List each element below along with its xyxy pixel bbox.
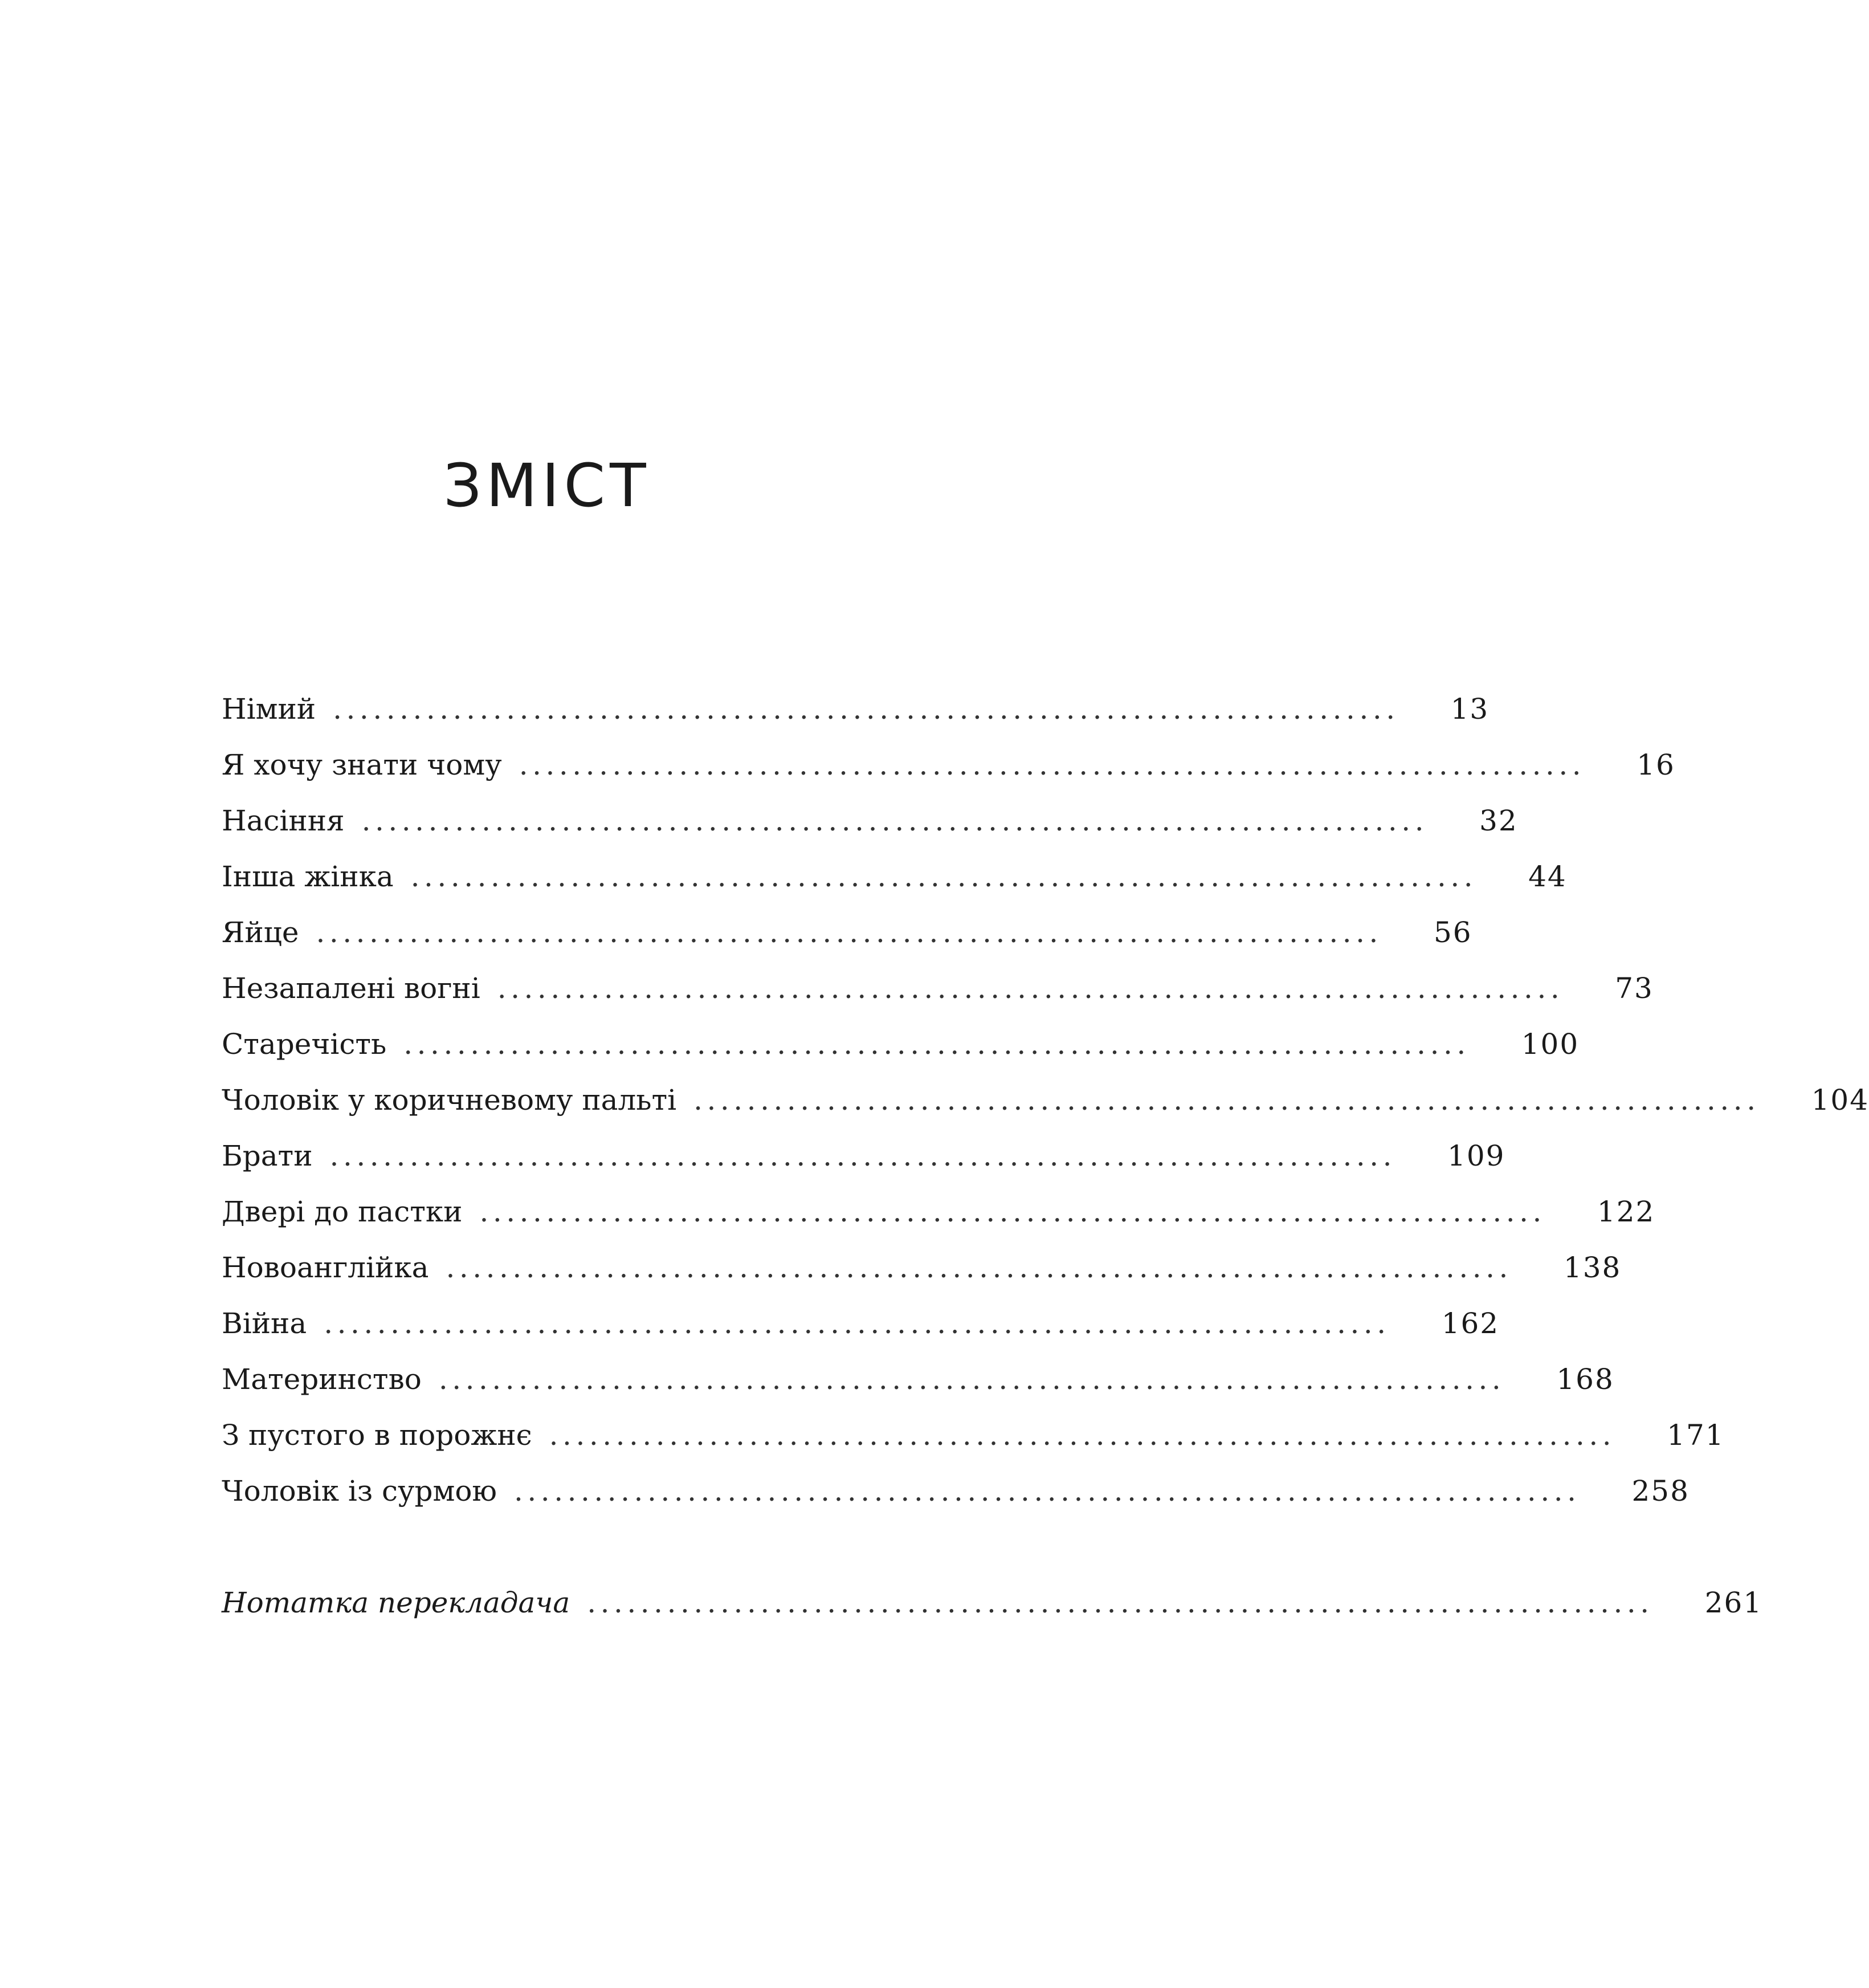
toc-entry[interactable]	[222, 905, 1472, 960]
toc-entry-title: Материнство	[222, 1363, 422, 1396]
toc-entry-title: Німий	[222, 692, 316, 726]
toc-entry[interactable]	[222, 1072, 1869, 1128]
toc-entry-title: Новоанглійка	[222, 1251, 429, 1284]
toc-entry-page: 44	[1528, 860, 1567, 893]
dot-leader: ................................................................................	[479, 1195, 1546, 1228]
toc-entry[interactable]	[222, 849, 1567, 905]
toc-entry[interactable]	[222, 737, 1675, 793]
toc-entry-translator-note[interactable]	[222, 1575, 1763, 1631]
toc-entry-page: 122	[1597, 1195, 1655, 1228]
toc-entry[interactable]	[222, 1240, 1622, 1296]
table-of-contents	[222, 681, 1869, 1631]
toc-entry[interactable]	[222, 1016, 1580, 1072]
toc-entry-title: Насіння	[222, 804, 345, 837]
toc-entry-page: 258	[1631, 1474, 1690, 1508]
page-title: ЗМІСТ	[443, 450, 651, 520]
toc-entry-page: 171	[1667, 1419, 1725, 1452]
dot-leader: ................................................................................	[446, 1251, 1512, 1284]
toc-entry-title: Нотатка перекладача	[222, 1586, 570, 1619]
toc-entry-page: 168	[1556, 1363, 1614, 1396]
dot-leader: ................................................................................	[316, 916, 1382, 949]
toc-entry-page: 109	[1447, 1139, 1505, 1172]
toc-entry[interactable]	[222, 1351, 1614, 1407]
toc-entry-title: Чоловік із сурмою	[222, 1474, 497, 1508]
toc-entry-title: Двері до пастки	[222, 1195, 463, 1228]
toc-entry-title: Брати	[222, 1139, 313, 1172]
toc-entry-page: 138	[1563, 1251, 1622, 1284]
toc-entry[interactable]	[222, 681, 1490, 737]
dot-leader: ................................................................................	[693, 1083, 1760, 1117]
toc-entry-title: Старечість	[222, 1028, 387, 1061]
dot-leader: ................................................................................	[410, 860, 1478, 893]
toc-entry-page: 104	[1811, 1083, 1869, 1117]
toc-entry-title: Незапалені вогні	[222, 972, 480, 1005]
dot-leader: ................................................................................	[497, 972, 1564, 1005]
toc-entry-page: 16	[1637, 748, 1675, 781]
toc-entry[interactable]	[222, 1463, 1690, 1519]
toc-entry-page: 162	[1441, 1307, 1500, 1340]
toc-entry-title: Я хочу знати чому	[222, 748, 502, 781]
toc-entry-title: Чоловік у коричневому пальті	[222, 1083, 677, 1117]
dot-leader: ................................................................................	[514, 1474, 1581, 1508]
toc-entry[interactable]	[222, 1184, 1655, 1240]
dot-leader: ................................................................................	[329, 1139, 1397, 1172]
dot-leader: ................................................................................	[361, 804, 1429, 837]
toc-entry-page: 73	[1615, 972, 1654, 1005]
dot-leader: ................................................................................	[519, 748, 1586, 781]
toc-entry-page: 13	[1450, 692, 1490, 726]
toc-entry-title: Яйце	[222, 916, 299, 949]
toc-entry[interactable]	[222, 1128, 1505, 1184]
toc-entry[interactable]	[222, 960, 1654, 1016]
toc-entry-title: З пустого в порожнє	[222, 1419, 532, 1452]
toc-entry-page: 100	[1521, 1028, 1580, 1061]
toc-entry[interactable]	[222, 1407, 1725, 1463]
toc-entry-title: Інша жінка	[222, 860, 394, 893]
dot-leader: ................................................................................	[587, 1586, 1654, 1619]
toc-entry-page: 56	[1433, 916, 1472, 949]
toc-entry-page: 32	[1479, 804, 1518, 837]
dot-leader: ................................................................................	[403, 1028, 1470, 1061]
dot-leader: ................................................................................	[324, 1307, 1390, 1340]
toc-entry[interactable]	[222, 1296, 1500, 1351]
dot-leader: ................................................................................	[438, 1363, 1505, 1396]
toc-entry-title: Війна	[222, 1307, 307, 1340]
dot-leader: ................................................................................	[549, 1419, 1616, 1452]
dot-leader: ................................................................................	[333, 692, 1399, 726]
toc-entry-page: 261	[1704, 1586, 1763, 1619]
toc-entry[interactable]	[222, 793, 1518, 849]
